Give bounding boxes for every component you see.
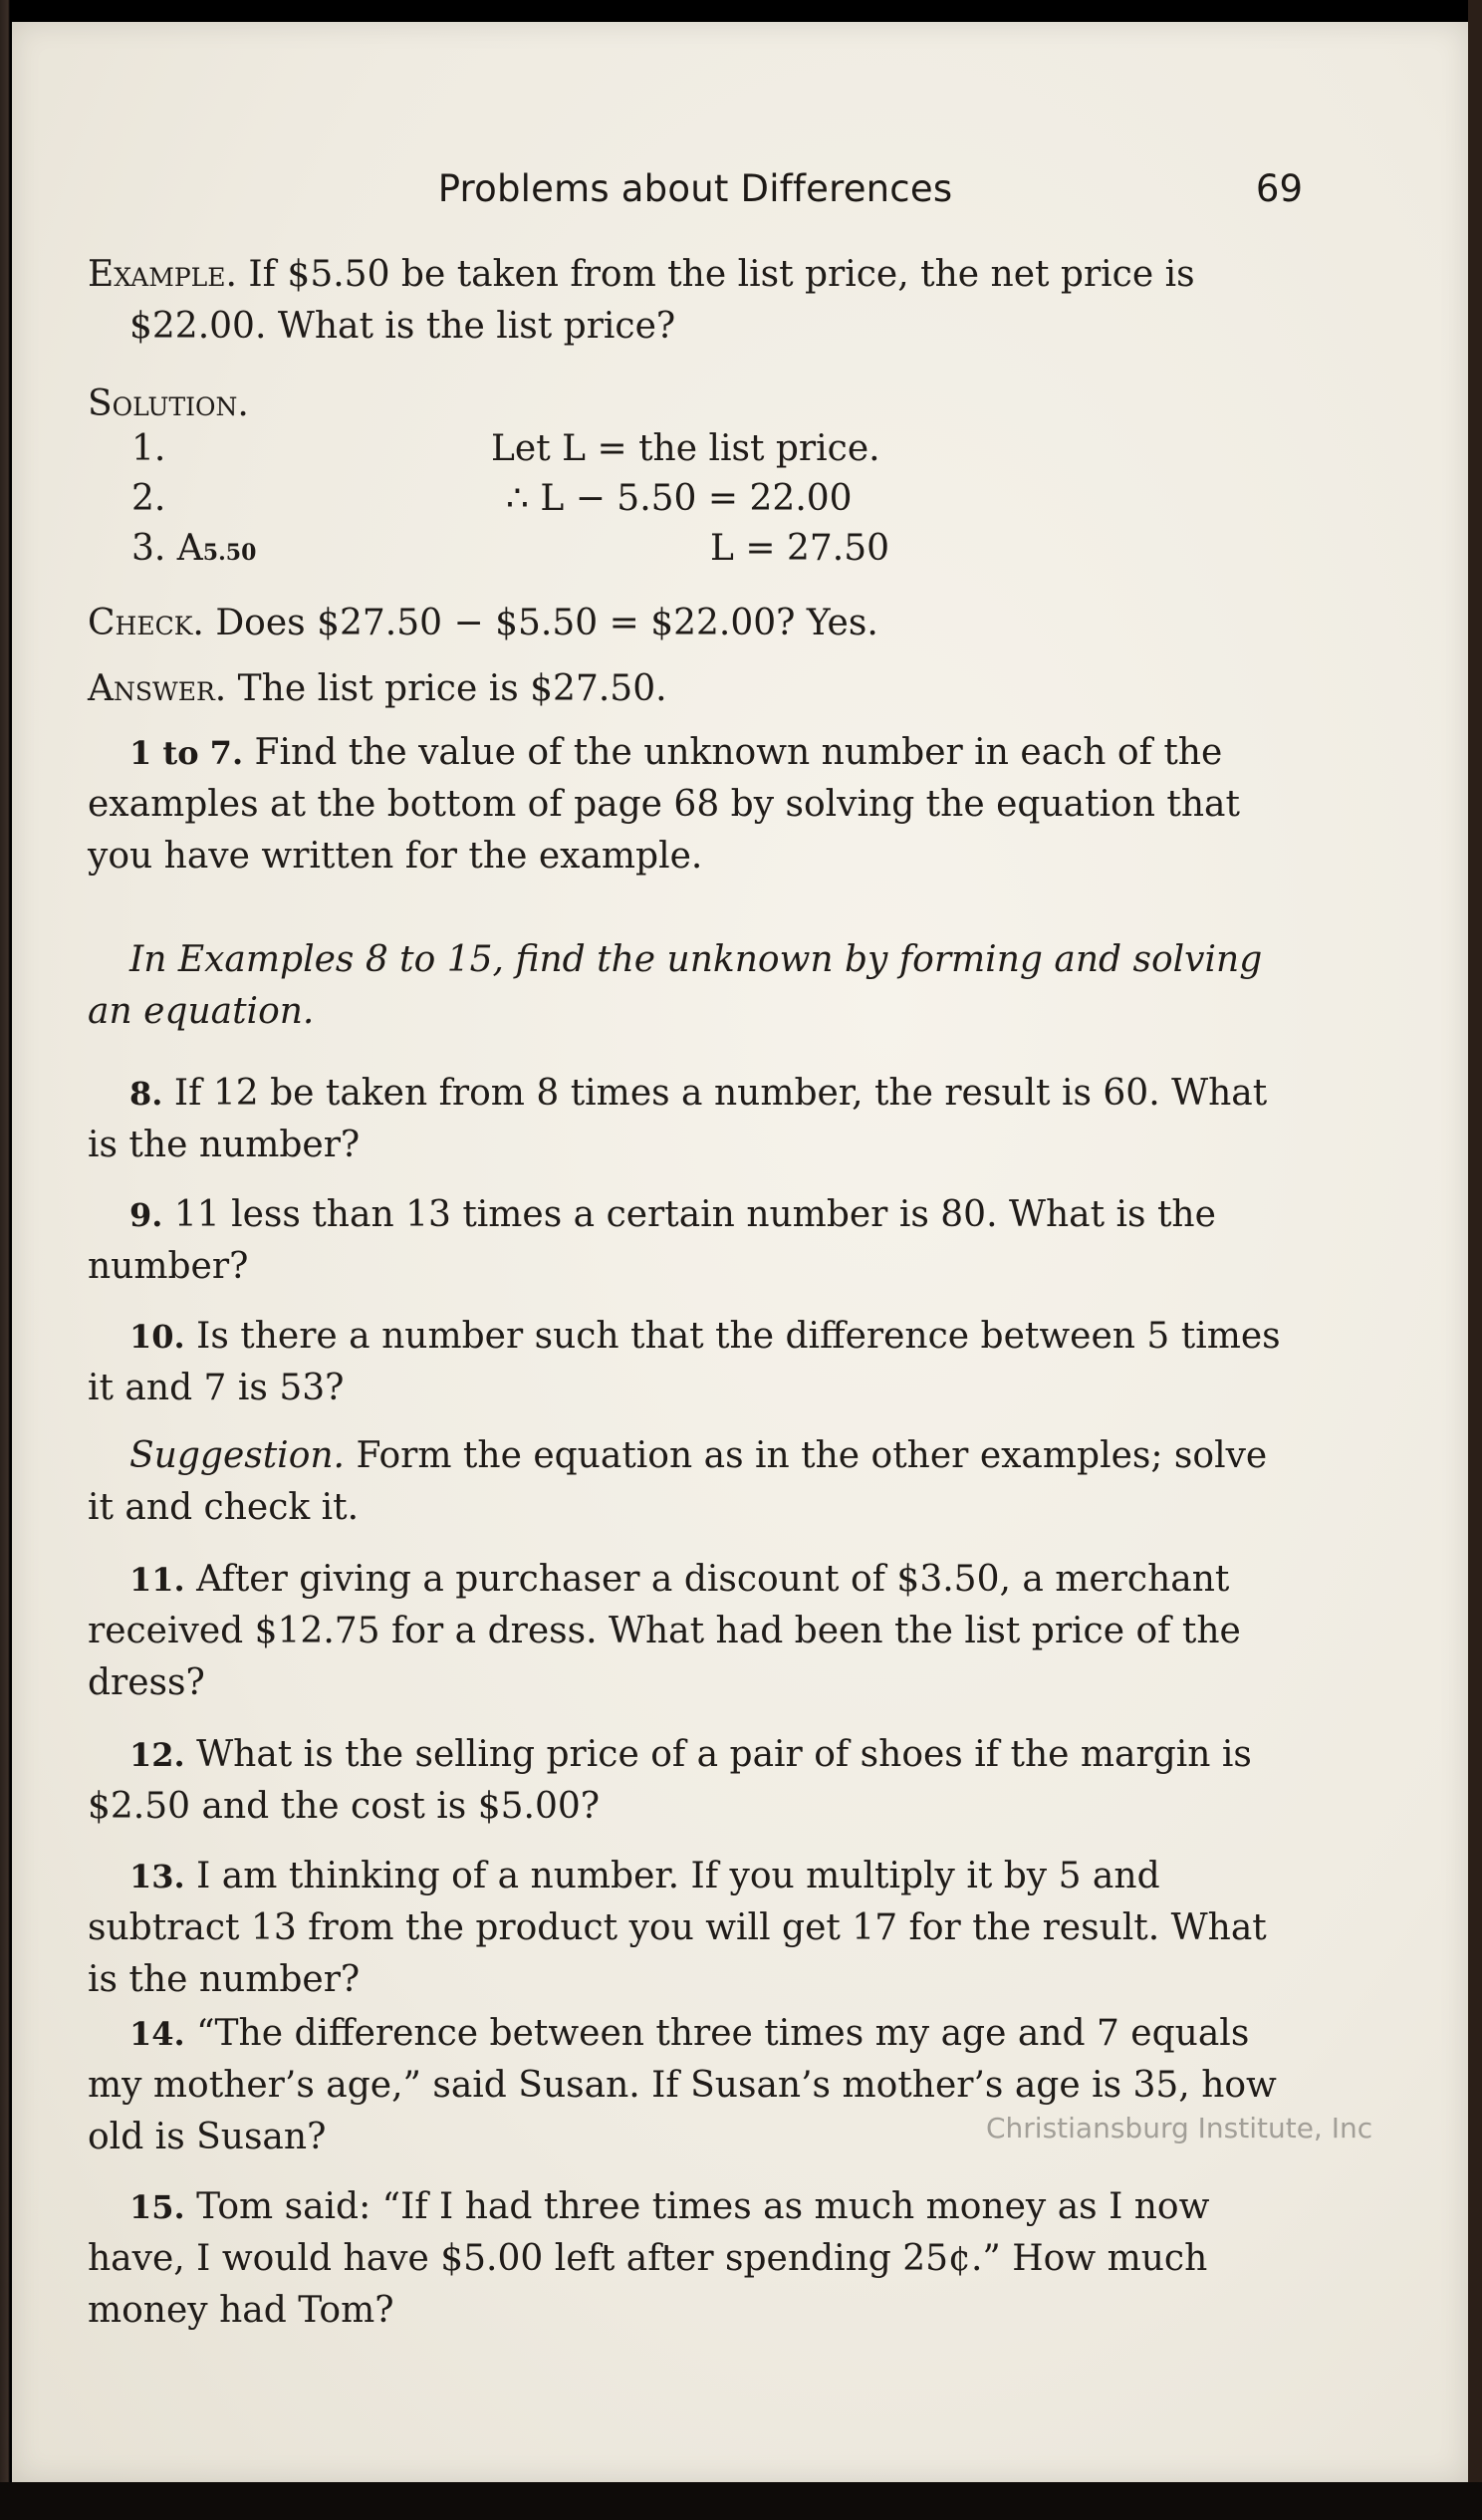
bottom-shadow (0, 2482, 1482, 2520)
problem-number: 14. (129, 2015, 185, 2053)
page-number: 69 (1255, 167, 1303, 210)
problem-text: Is there a number such that the difference between 5 times it and 7 is 53? (88, 1316, 1281, 1408)
problem-number: 1 to 7. (129, 734, 244, 772)
solution-step-2 (88, 478, 1303, 530)
instruction-1-to-7 (88, 727, 1303, 882)
answer-text: The list price is $27.50. (237, 668, 667, 709)
step-expression: L = 27.50 (710, 528, 890, 569)
watermark: Christiansburg Institute, Inc (986, 2112, 1373, 2144)
page-title: Problems about Differences (437, 167, 953, 210)
suggestion-text: Form the equation as in the other examples; solve it and check it. (88, 1435, 1268, 1528)
solution-label-text: Solution. (88, 383, 249, 424)
problem-number: 13. (129, 1858, 185, 1895)
problem-text: If 12 be taken from 8 times a number, the result is 60. What is the number? (88, 1073, 1268, 1165)
step-expression: ∴ L − 5.50 = 22.00 (506, 478, 853, 519)
solution-step-3 (88, 528, 1303, 580)
problem-12 (88, 1729, 1303, 1833)
problem-13 (88, 1851, 1303, 2006)
problem-text: After giving a purchaser a discount of $3.50, a merchant received $12.75 for a dress. What had been the list price of the dress? (88, 1559, 1241, 1703)
step-number: 3. A (131, 528, 203, 569)
problem-text: Find the value of the unknown number in each of the examples at the bottom of page 68 by solving the equation that you have written for the example. (88, 732, 1240, 877)
problem-number: 10. (129, 1318, 185, 1356)
directions-paragraph: In Examples 8 to 15, find the unknown by forming and solving an equation. (88, 939, 1263, 1032)
check-label: Check. (88, 603, 204, 643)
problem-text: 11 less than 13 times a certain number is 80. What is the number? (88, 1194, 1216, 1287)
problem-text: “The difference between three times my age and 7 equals my mother’s age,” said Susan. If Susan’s mother’s age is 35, how old is Susan? (88, 2013, 1277, 2157)
problem-number: 8. (129, 1075, 163, 1113)
example-text: If $5.50 be taken from the list price, the net price is $22.00. What is the list price? (129, 254, 1195, 347)
check-text: Does $27.50 − $5.50 = $22.00? Yes. (215, 603, 878, 643)
solution-label (88, 378, 1303, 430)
step-subscript: 5.50 (202, 540, 257, 566)
solution-step-1 (88, 428, 1303, 480)
problem-10 (88, 1311, 1303, 1414)
problem-number: 15. (129, 2188, 185, 2226)
problem-8 (88, 1068, 1303, 1171)
problem-text: Tom said: “If I had three times as much money as I now have, I would have $5.00 left after spending 25¢.” How much money had Tom? (88, 2186, 1210, 2331)
suggestion-paragraph (88, 1430, 1303, 1534)
problem-number: 9. (129, 1196, 163, 1234)
running-header (88, 167, 1303, 227)
step-number: 2. (131, 478, 166, 519)
problem-text: What is the selling price of a pair of shoes if the margin is $2.50 and the cost is $5.00? (88, 1734, 1252, 1827)
page-edge-shadow (1468, 0, 1482, 2520)
problem-number: 11. (129, 1561, 185, 1599)
problem-9 (88, 1189, 1303, 1293)
example-paragraph (88, 249, 1303, 353)
answer-paragraph (88, 663, 1303, 715)
problem-11 (88, 1554, 1303, 1709)
example-label: Example. (88, 254, 237, 295)
suggestion-label: Suggestion. (129, 1435, 345, 1476)
problem-number: 12. (129, 1736, 185, 1774)
step-number-wrap (131, 528, 256, 569)
step-expression: Let L = the list price. (491, 428, 880, 469)
answer-label: Answer. (88, 668, 227, 709)
problem-15 (88, 2181, 1303, 2337)
step-number: 1. (131, 428, 166, 469)
check-paragraph (88, 598, 1303, 649)
problem-text: I am thinking of a number. If you multiply it by 5 and subtract 13 from the product you will get 17 for the result. What is the number? (88, 1856, 1267, 2000)
